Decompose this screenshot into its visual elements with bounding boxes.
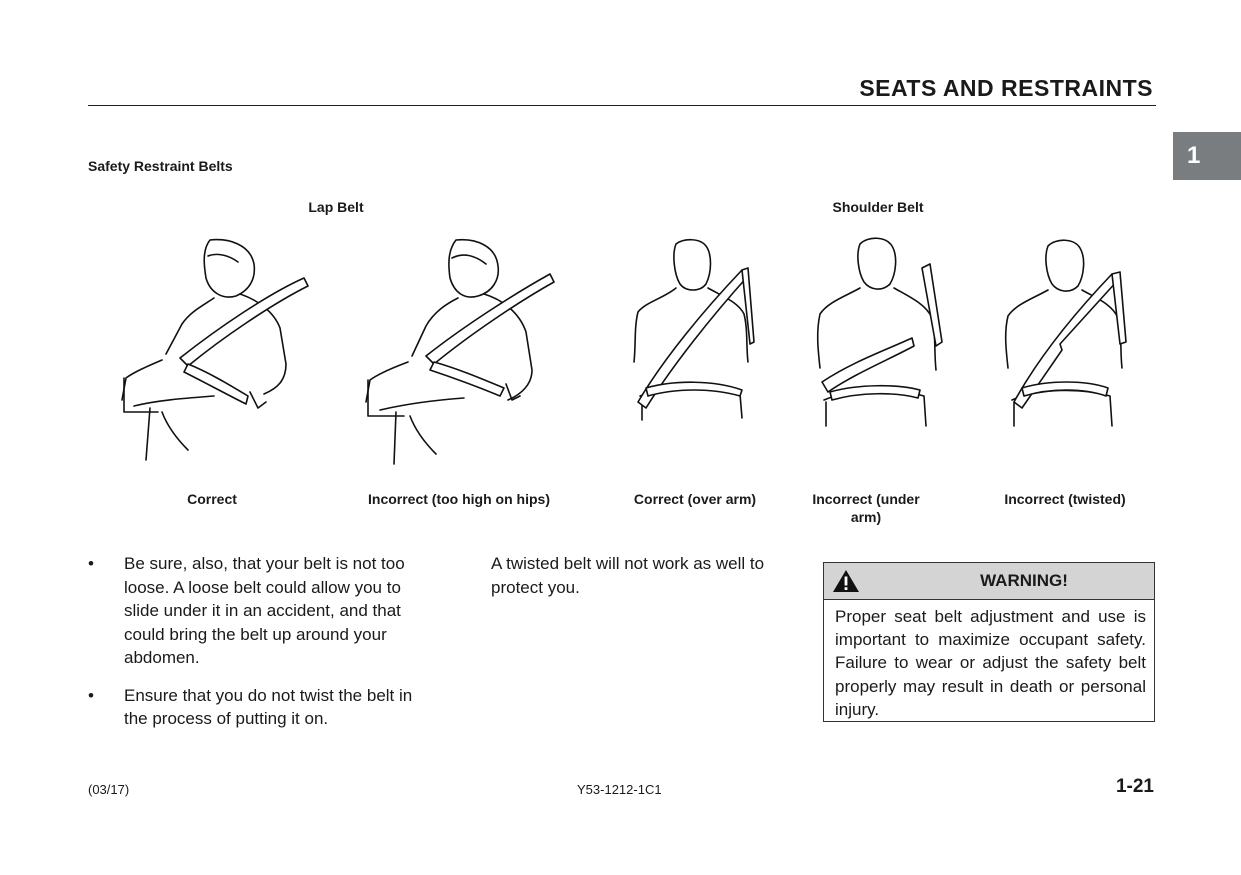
shoulder-belt-under-arm-illustration: [812, 232, 952, 432]
lap-belt-correct-illustration: [118, 232, 318, 472]
header-rule: [88, 105, 1156, 106]
chapter-tab: 1: [1173, 132, 1241, 180]
shoulder-belt-over-arm-illustration: [624, 232, 764, 432]
warning-title: WARNING!: [980, 571, 1068, 590]
lap-belt-label: Lap Belt: [308, 199, 364, 215]
column-two-text: A twisted belt will not work as well to protect you.: [491, 554, 765, 597]
figure-caption-4: Incorrect (under arm): [812, 491, 920, 525]
warning-box: [823, 562, 1155, 722]
bullet-dot: •: [88, 685, 94, 705]
list-item: [88, 552, 428, 670]
warning-body: Proper seat belt adjustment and use is important to maximize occupant safety. Failure to wear or adjust the safety belt properly may result in death or personal injury.: [835, 607, 1146, 719]
figure-caption-2: Incorrect (too high on hips): [368, 491, 550, 507]
page-header-title: SEATS AND RESTRAINTS: [859, 75, 1153, 101]
bullet-text: Ensure that you do not twist the belt in the process of putting it on.: [124, 685, 413, 728]
section-title: Safety Restraint Belts: [88, 158, 233, 174]
shoulder-belt-label: Shoulder Belt: [832, 199, 924, 215]
footer-date: (03/17): [88, 782, 130, 797]
warning-header: [824, 563, 1154, 600]
figure-caption-1: Correct: [187, 491, 237, 507]
bullet-dot: •: [88, 554, 94, 573]
list-item: [88, 684, 428, 731]
figure-caption-3: Correct (over arm): [633, 491, 757, 507]
bullet-list: [88, 552, 428, 745]
bullet-text: Be sure, also, that your belt is not too loose. A loose belt could allow you to slide under it in an accident, and that could bring the belt up around your abdomen.: [124, 554, 405, 667]
footer-doc-code: Y53-1212-1C1: [577, 782, 662, 797]
lap-belt-too-high-illustration: [360, 232, 560, 472]
page-number: 1-21: [1115, 776, 1154, 797]
shoulder-belt-twisted-illustration: [1000, 232, 1140, 432]
figure-caption-5: Incorrect (twisted): [1004, 491, 1126, 507]
